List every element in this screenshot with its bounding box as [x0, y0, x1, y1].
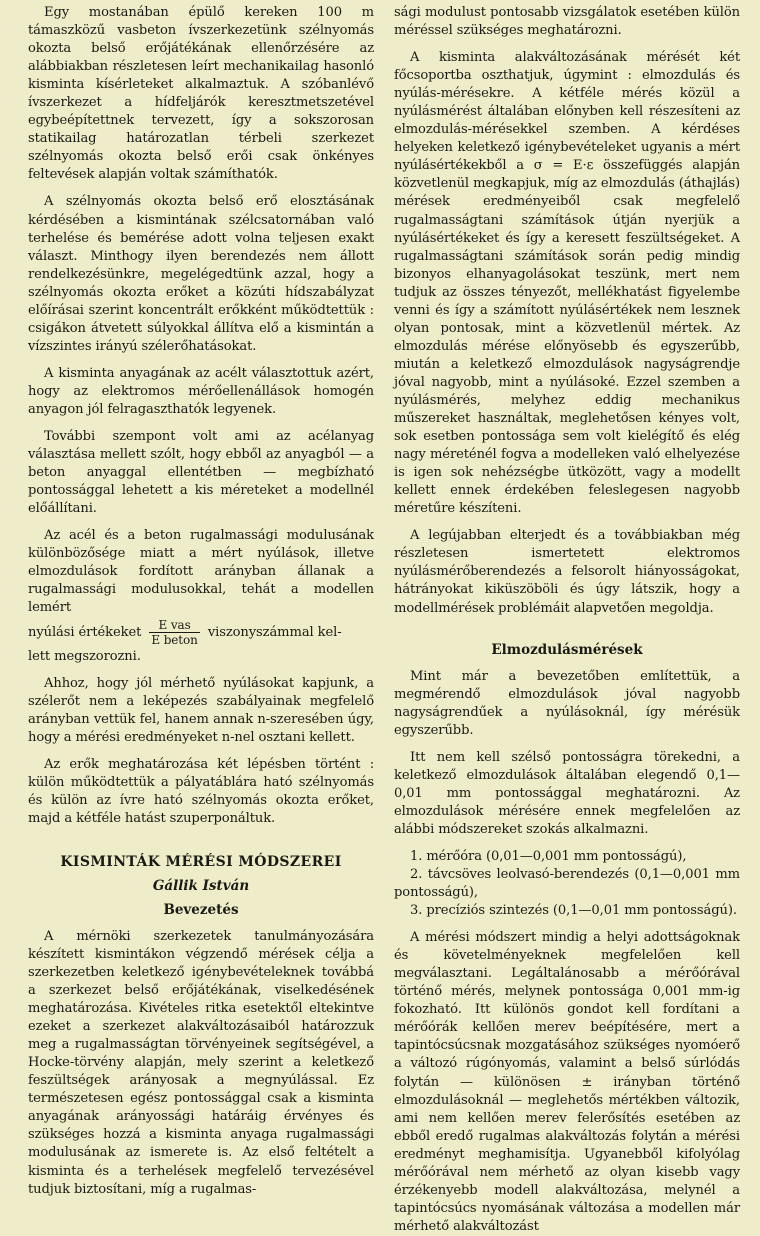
paragraph: A kisminta alakváltozásának mérését két főcsoportba oszthatjuk, úgymint : elmozdulás és nyúlás-mérésekre. A kétféle mérés közül a nyúlásmérést általában előnyben kell részesíteni az elmozdulás-mérésekkel szemben. A kérdéses helyeken keletkező igénybevételeket ugyanis a mért nyúlásértékekből a σ = E·ε összefüggés alapján közvetlenül megkapjuk, míg az elmozdulás (áthajlás) mérések eredményeiből csak megfelelő rugalmasságtani számítások útján nyerjük a nyúlásértékeket és így a keresett feszültségeket. A rugalmasságtani számítások során pedig mindig bizonyos elhanyagolásokat teszünk, mert nem tudjuk az összes tényezőt, mellékhatást figyelembe venni és így a számított nyúlásértékek nem lesznek olyan pontosak, mint a közvetlenül mértek. Az elmozdulás mérése előnyösebb és egyszerűbb, miután a keletkező elmozdulások nagyságrendje jóval nagyobb, mint a nyúlásoké. Ezzel szemben a nyúlásmérés, melyhez eddig mechanikus műszereket használtak, meglehetősen kényes volt, sok esetben pontossága sem volt kielégítő és elég nagy méreténél fogva a modelleken való elhelyezése is igen sok nehézségbe ütközött, vagy a modellt kellett ennek érdekében feleslegesen nagyobb méretűre készíteni.	[394, 50, 740, 517]
paragraph: További szempont volt ami az acélanyag választása mellett szólt, hogy ebből az anyagból — a beton anyaggal ellentétben — megbízható pontossággal lehetett a kis méreteket a modellnél előállítani.	[28, 429, 374, 517]
paragraph: Mint már a bevezetőben említettük, a megmérendő elmozdulások jóval nagyobb nagyságrendűek a nyúlásoknál, így mérésük egyszerűbb.	[394, 668, 740, 738]
paragraph: Itt nem kell szélső pontosságra törekedni, a keletkező elmozdulások általában elegendő 0,1—0,01 mm pontossággal meghatározni. Az elmozdulások mérésére ennek megfelelően az alábbi módszereket szokás alkalmazni.	[394, 749, 740, 837]
formula-line	[28, 618, 374, 648]
article-title: KISMINTÁK MÉRÉSI MÓDSZEREI	[60, 853, 342, 870]
list-item: 3. precíziós szintezés (0,1—0,01 mm pontosságú).	[410, 903, 737, 919]
article-author: Gállik István	[152, 877, 250, 894]
paragraph: A mérési módszert mindig a helyi adottságoknak és követelményeknek megfelelően kell megválasztani. Legáltalánosabb a mérőórával történő mérés, melynek pontossága 0,001 mm-ig fokozható. Itt különös gondot kell fordítani a mérőórák kellően merev beépítésére, mert a tapintócsúcsnak mozgatásához szükséges nyomóerő a változó rúgónyomás, valamint a belső súrlódás folytán — különösen ± irányban történő elmozdulásoknál — meglehetős mértékben változik, ami nem kellően merev felerősítés esetében az ebből eredő rugalmas alakváltozás folytán a mérési eredményt meghamisítja. Ugyanebből kifolyólag mérőórával nem mérhető az olyan kisebb vagy érzékenyebb modell alakváltozása, melynél a tapintócsúcs nyomásának változása a modellen már mérhető alakváltozást	[394, 930, 740, 1234]
paragraph-continuation: sági modulust pontosabb vizsgálatok esetében külön méréssel szükséges meghatározni.	[394, 5, 740, 39]
modulus-ratio-fraction	[149, 618, 199, 647]
list-item: 2. távcsöves leolvasó-berendezés (0,1—0,001 mm pontosságú),	[394, 867, 740, 901]
section-heading-introduction: Bevezetés	[163, 901, 239, 918]
right-column	[394, 4, 740, 1234]
paragraph: Az acél és a beton rugalmassági modulusának különbözősége miatt a mért nyúlások, illetve elmozdulások fordított arányban állanak a rugalmassági modulusokkal, tehát a modellen lemért	[28, 528, 374, 616]
paragraph: Ahhoz, hogy jól mérhető nyúlásokat kapjunk, a szélerőt nem a leképezés szabályainak megfelelő arányban vettük fel, hanem annak n-szeresében úgy, hogy a mérési eredményeket n-nel osztani kellett.	[28, 675, 374, 745]
formula-text-before: nyúlási értékeket	[28, 624, 142, 640]
paragraph-continuation: lett megszorozni.	[28, 648, 141, 664]
section-heading-displacement: Elmozdulásmérések	[491, 641, 643, 658]
formula-text-after: viszonyszámmal kel-	[207, 624, 342, 640]
fraction-numerator: E vas	[149, 618, 199, 633]
paragraph: A legújabban elterjedt és a továbbiakban még részletesen ismertetett elektromos nyúlásmérőberendezés a felsorolt hiányosságokat, hátrányokat kiküszöböli és úgy látszik, hogy a modellmérések problémáit alapvetően megoldja.	[394, 528, 740, 616]
paragraph: Egy mostanában épülő kereken 100 m támaszközű vasbeton ívszerkezetünk szélnyomás okozta belső erőjátékának ellenőrzésére az alábbiakban részletesen leírt mechanikailag hasonló kisminta kísérleteket alkalmaztuk. A szóbanlévő ívszerkezet a hídfeljárók keresztmetszetével egybeépítettnek tervezett, így a sokszorosan statikailag határozatlan térbeli szerkezet szélnyomás okozta belső erői csak önkényes feltevések alapján voltak számíthatók.	[28, 5, 374, 183]
fraction-denominator: E beton	[151, 632, 198, 647]
paragraph: Az erők meghatározása két lépésben történt : külön működtettük a pályatáblára ható szélnyomás és külön az ívre ható szélnyomás okozta erőket, majd a kétféle hatást szuperponáltuk.	[28, 756, 374, 826]
paragraph: A mérnöki szerkezetek tanulmányozására készített kismintákon végzendő mérések célja a szerkezetben keletkező igénybevételeknek továbbá a szerkezet belső erőjátékának, viselkedésének meghatározása. Kivételes ritka esetektől eltekintve ezeket a szerkezet alakváltozásaiból határozzuk meg a rugalmasságtan törvényeinek segítségével, a Hocke-törvény alapján, mely szerint a keletkező feszültségek arányosak a megnyúlással. Ez természetesen egész pontossággal csak a kisminta anyagának arányossági határáig érvényes és szükséges hozzá a kisminta anyaga rugalmassági modulusának az ismerete is. Az első feltételt a kisminta és a terhelések megfelelő tervezésével tudjuk biztosítani, míg a rugalmas-	[28, 928, 374, 1197]
list-item: 1. mérőóra (0,01—0,001 mm pontosságú),	[410, 848, 687, 864]
paragraph: A szélnyomás okozta belső erő elosztásának kérdésében a kismintának szélcsatornában való terhelése és bemérése adott volna teljesen exakt választ. Minthogy ilyen berendezés nem állott rendelkezésünkre, megelégedtünk azzal, hogy a szélnyomás okozta erőket a közúti hídszabályzat előírásai szerint koncentrált erőkként működtettük : csigákon átvetett súlyokkal állítva elő a kismintán a vízszintes irányú szélerőhatásokat.	[28, 194, 374, 354]
left-column	[28, 4, 374, 1197]
paragraph: A kisminta anyagának az acélt választottuk azért, hogy az elektromos mérőellenállások homogén anyagon jól felragaszthatók legyenek.	[28, 365, 374, 417]
